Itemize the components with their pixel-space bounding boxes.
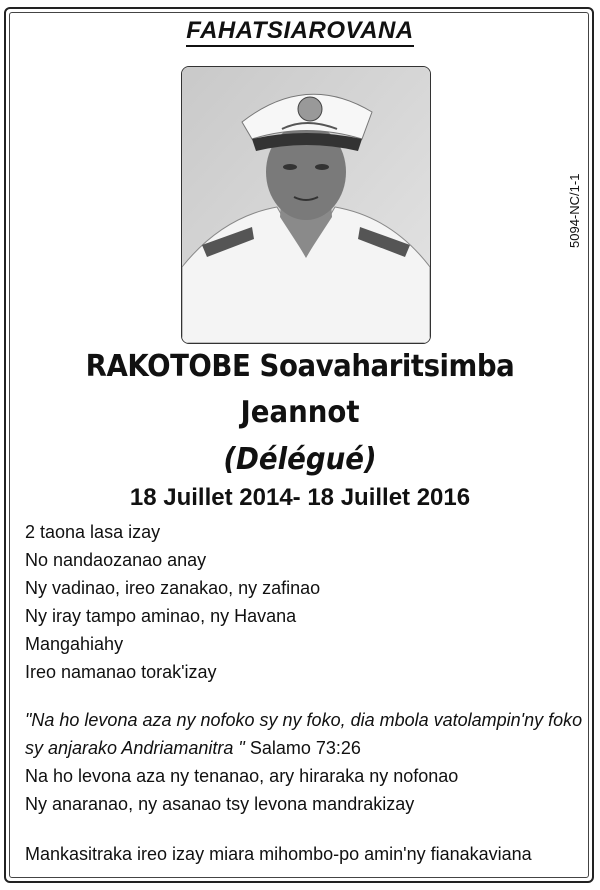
quote-reference: Salamo 73:26 [244, 738, 361, 758]
page-title: FAHATSIAROVANA [0, 17, 600, 45]
portrait-photo [181, 66, 431, 344]
quote-line1: "Na ho levona aza ny nofoko sy ny foko, dia mbola vatolampin'ny foko [25, 710, 583, 730]
reference-code: 5094-NC/1-1 [567, 173, 582, 248]
deceased-name-line1: RAKOTOBE Soavaharitsimba [85, 349, 515, 384]
body-line: Mangahiahy [25, 634, 124, 654]
body-line: Ireo namanao torak'izay [25, 662, 217, 682]
body-line: No nandaozanao anay [25, 550, 207, 570]
after-quote-line: Na ho levona aza ny tenanao, ary hiraraka ny nofonao [25, 766, 459, 786]
closing-line: Mankasitraka ireo izay miara mihombo-po amin'ny fianakaviana [25, 844, 532, 864]
quote-line2 [25, 739, 361, 757]
body-line: Ny iray tampo aminao, ny Havana [25, 606, 297, 626]
memorial-dates: 18 Juillet 2014- 18 Juillet 2016 [129, 484, 471, 511]
body-line: Ny vadinao, ireo zanakao, ny zafinao [25, 578, 321, 598]
deceased-title: (Délégué) [223, 442, 377, 477]
quote-text: sy anjarako Andriamanitra " [25, 738, 245, 758]
after-quote-line: Ny anaranao, ny asanao tsy levona mandrakizay [25, 794, 415, 814]
body-line: 2 taona lasa izay [25, 522, 161, 542]
deceased-name-line2: Jeannot [240, 395, 360, 430]
